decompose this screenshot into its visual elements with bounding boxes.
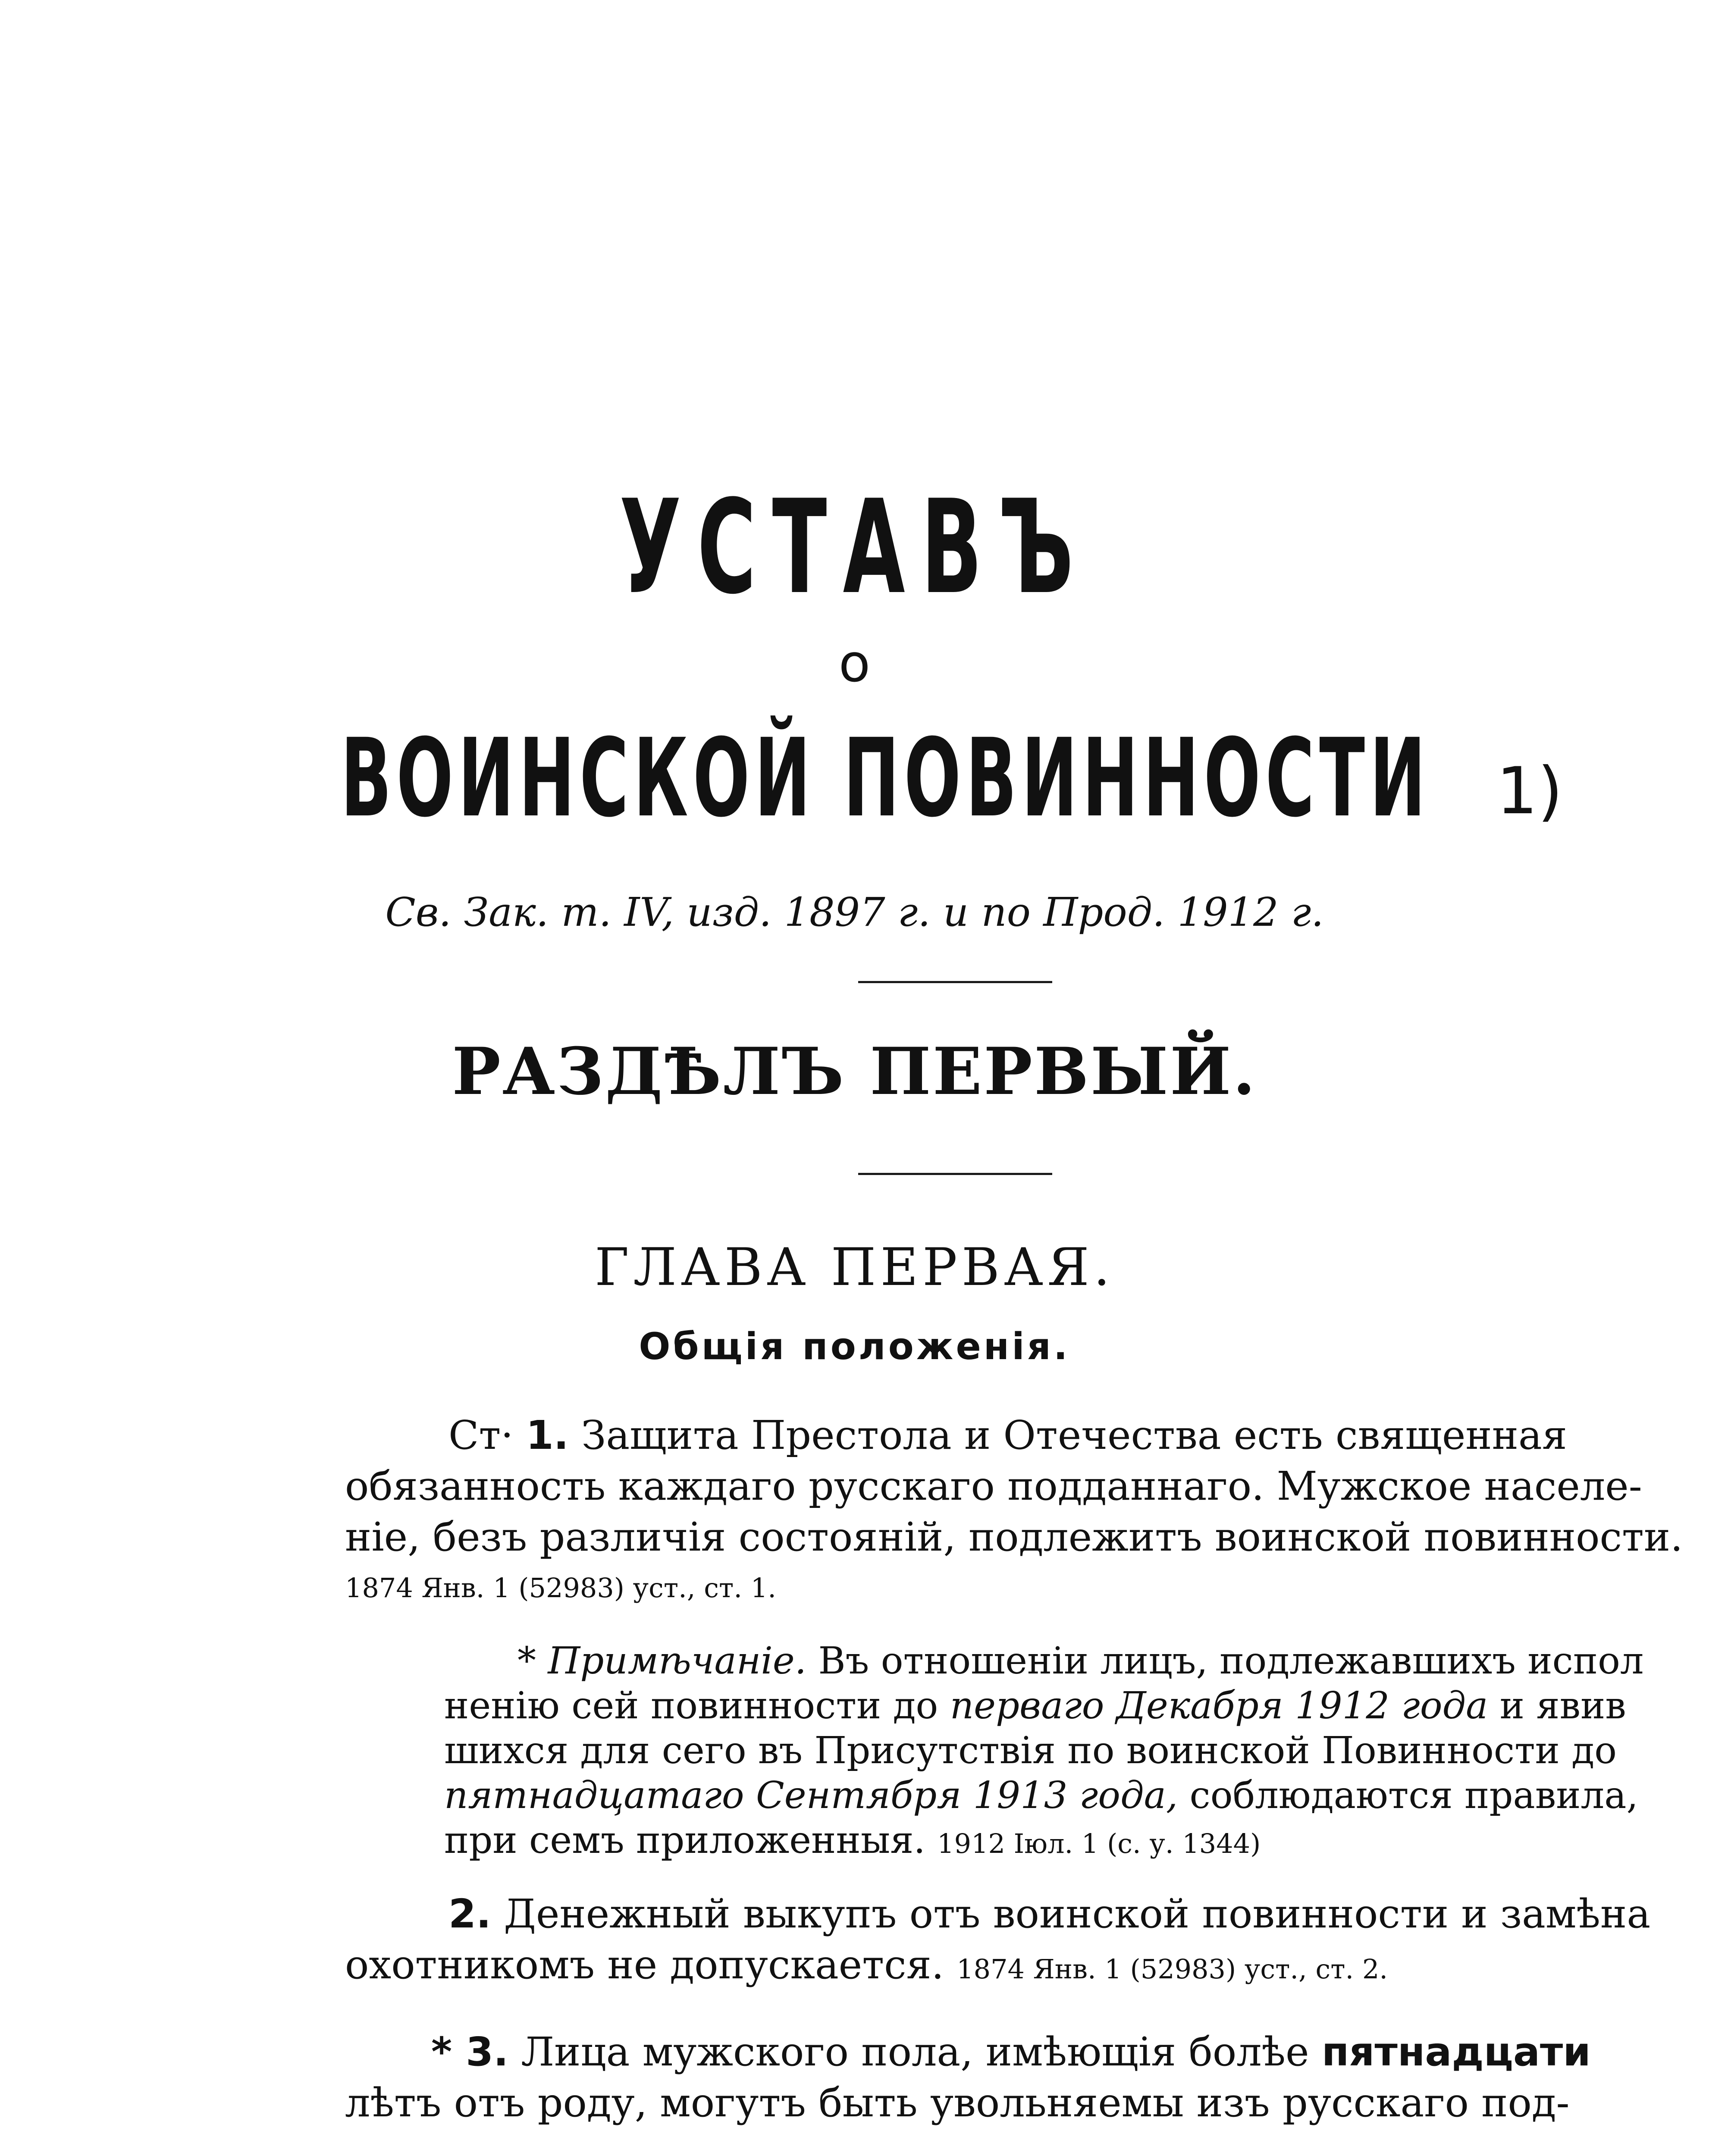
article-text: ніе, безъ различія состояній, подлежитъ воинской повинности. bbox=[345, 1514, 1683, 1560]
section-heading: РАЗДѢЛЪ ПЕРВЫЙ. bbox=[452, 1034, 1257, 1109]
divider-rule bbox=[858, 1173, 1052, 1175]
article-1 bbox=[345, 1410, 1683, 1614]
source-line: Св. Зак. т. IV, изд. 1897 г. и по Прод. 1912 г. bbox=[385, 889, 1324, 935]
title-main: УСТАВЪ bbox=[619, 472, 1090, 623]
article-text: Лица мужского пола, имѣющія болѣе bbox=[521, 2029, 1309, 2075]
article-reference: 1874 Янв. 1 (52983) уст., ст. 1. bbox=[345, 1572, 776, 1604]
article-text: лѣтъ отъ роду, могутъ быть увольняемы изъ русскаго под- bbox=[345, 2080, 1570, 2126]
article-text: обязанность каждаго русскаго подданнаго. Мужское населе- bbox=[345, 1463, 1642, 1509]
note-text: при семъ приложенныя. bbox=[444, 1819, 925, 1862]
note-text: шихся для сего въ Присутствія по воинской Повинности до bbox=[444, 1729, 1617, 1772]
article-number: 2. bbox=[448, 1891, 491, 1937]
article-2 bbox=[345, 1889, 1651, 1995]
article-prefix: Ст· bbox=[448, 1412, 514, 1458]
divider-rule bbox=[858, 981, 1052, 983]
title-subtitle: ВОИНСКОЙ ПОВИННОСТИ bbox=[341, 715, 1431, 841]
article-number: 1. bbox=[526, 1412, 569, 1458]
article-text: Денежный выкупъ отъ воинской повинности и замѣна bbox=[504, 1891, 1651, 1937]
note-text: и явив bbox=[1499, 1684, 1626, 1727]
article-reference: 1874 Янв. 1 (52983) уст., ст. 2. bbox=[956, 1953, 1388, 1985]
note-reference: 1912 Іюл. 1 (с. у. 1344) bbox=[937, 1828, 1261, 1859]
note-date: пятнадцатаго Сентября 1913 года, bbox=[444, 1774, 1178, 1817]
article-emphasis: пятнадцати bbox=[1321, 2029, 1591, 2075]
article-3 bbox=[345, 2027, 1591, 2128]
article-text: Защита Престола и Отечества есть священная bbox=[581, 1412, 1567, 1458]
note-date: перваго Декабря 1912 года bbox=[950, 1684, 1488, 1727]
article-number: * 3. bbox=[431, 2029, 509, 2075]
note-text: ненію сей повинности до bbox=[444, 1684, 938, 1727]
note-label: * Примѣчаніе. bbox=[517, 1639, 807, 1683]
title-connector: о bbox=[838, 634, 871, 694]
article-text: охотникомъ не допускается. bbox=[345, 1942, 944, 1988]
title-footnote-marker: 1) bbox=[1496, 754, 1563, 829]
article-1-note bbox=[444, 1639, 1644, 1866]
chapter-subheading: Общія положенія. bbox=[639, 1325, 1070, 1368]
note-text: Въ отношеніи лицъ, подлежавшихъ испол bbox=[818, 1639, 1644, 1683]
chapter-heading: ГЛАВА ПЕРВАЯ. bbox=[595, 1238, 1114, 1297]
note-text: соблюдаются правила, bbox=[1189, 1774, 1638, 1817]
